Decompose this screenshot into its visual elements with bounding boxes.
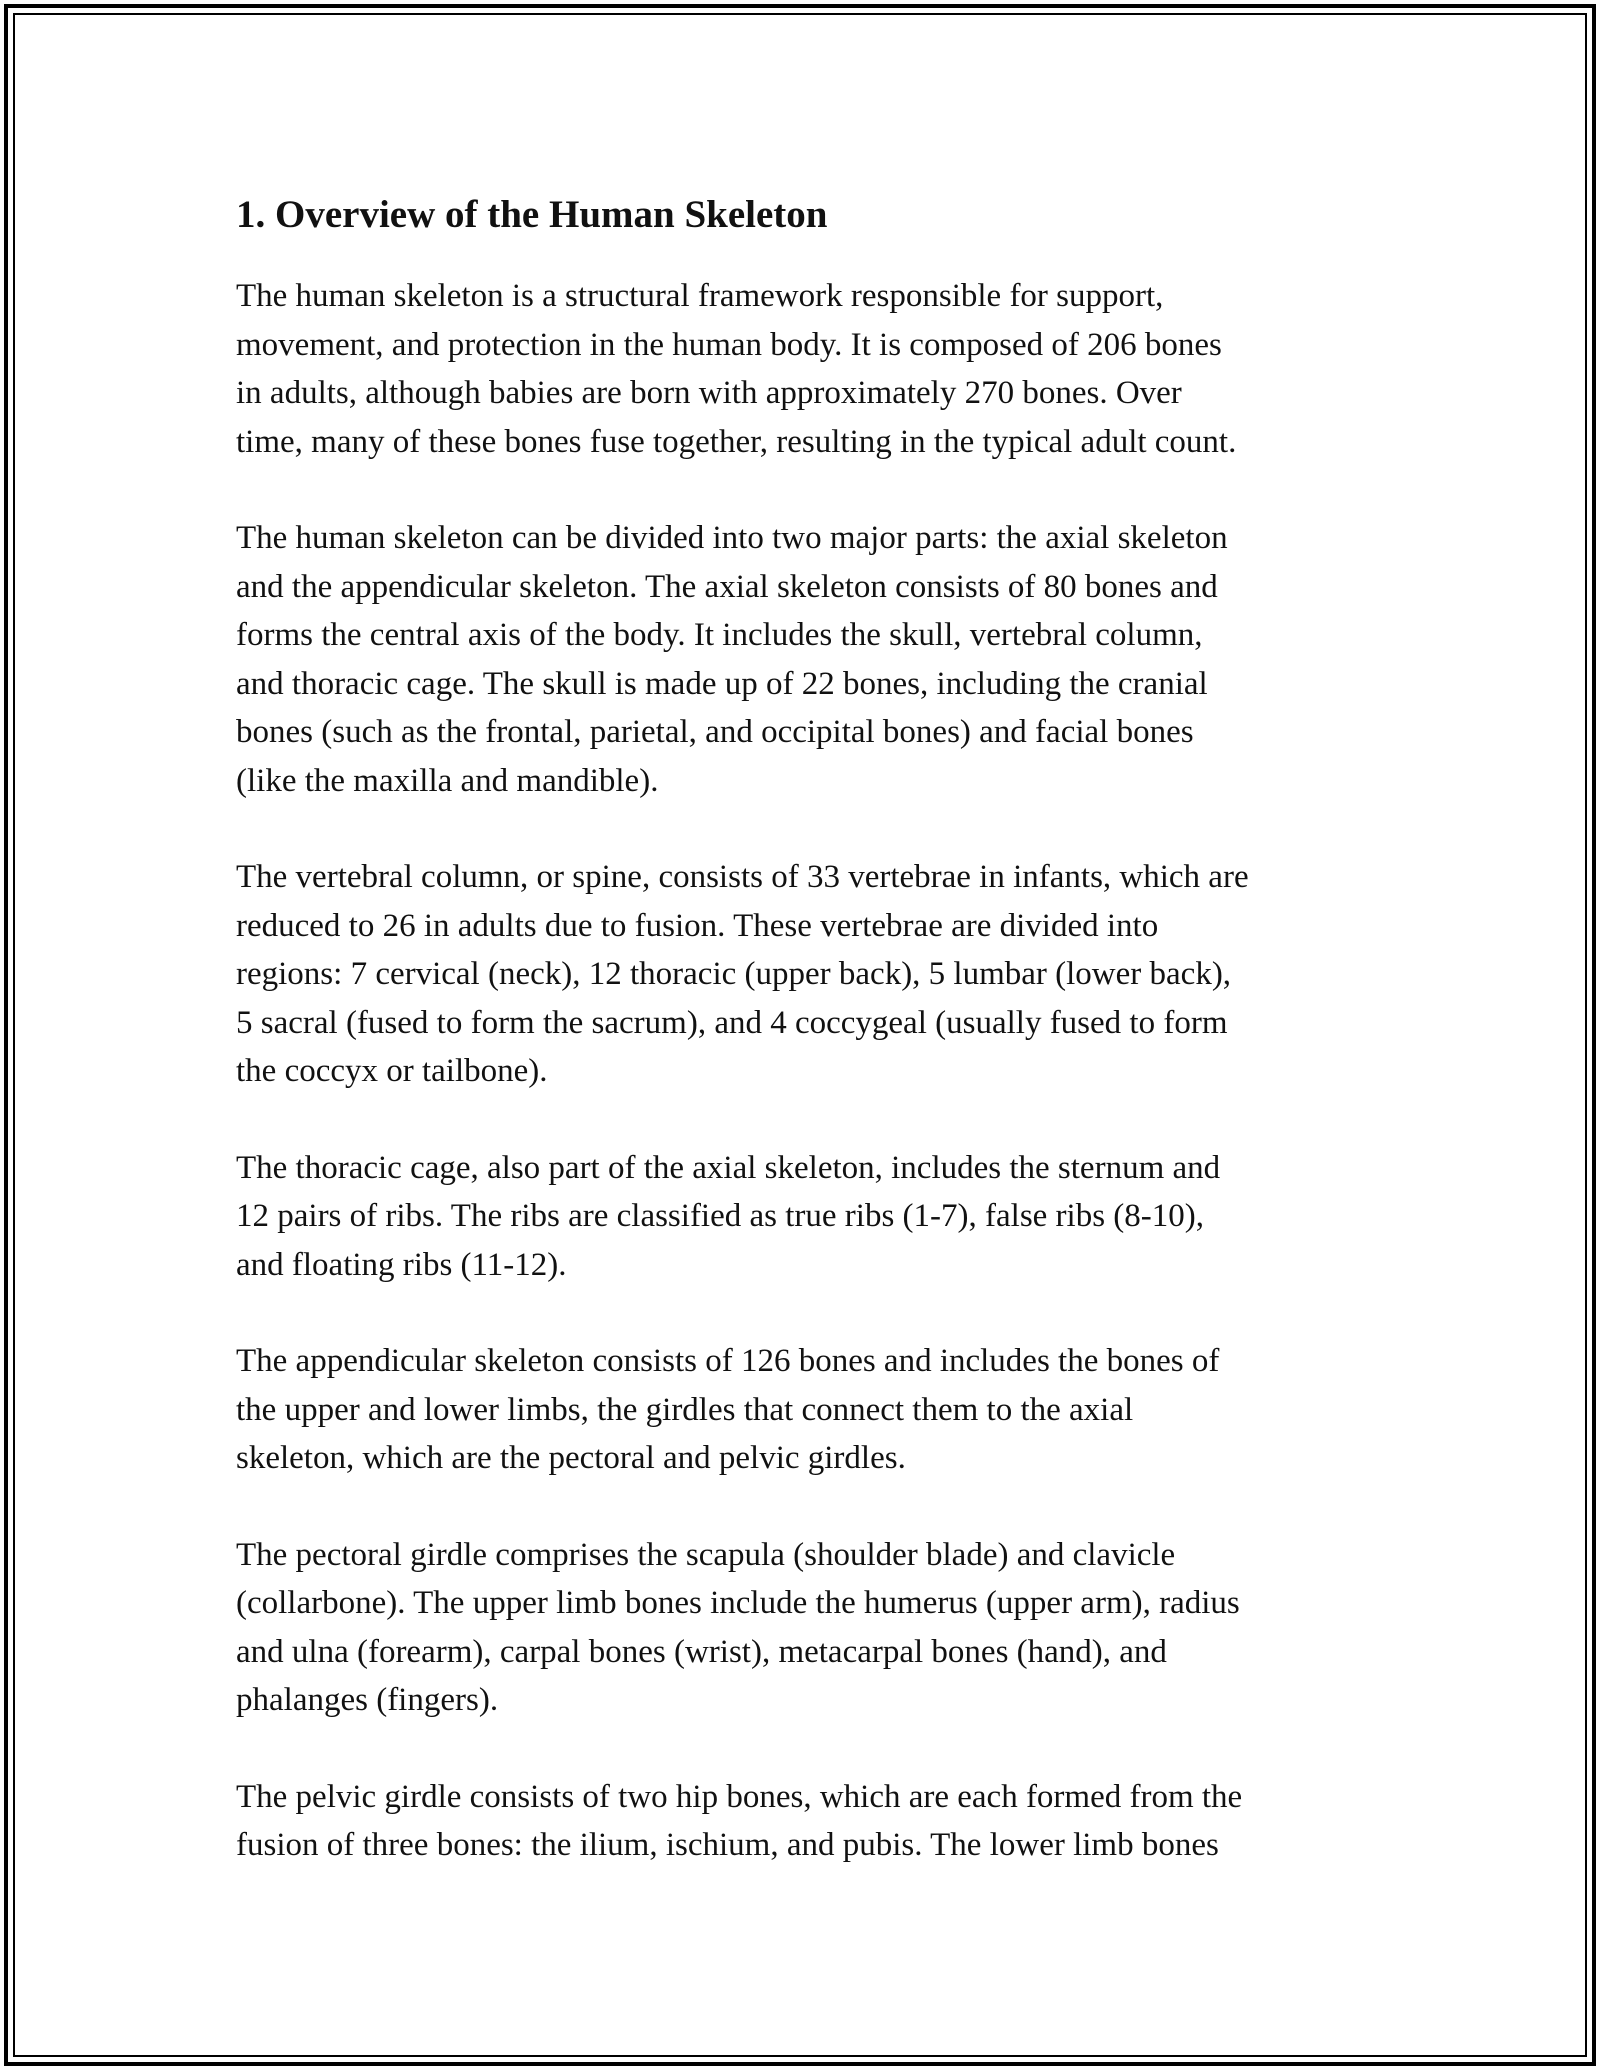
- paragraph-appendicular-skeleton: The appendicular skeleton consists of 126 bones and includes the bones of the upper and lower limbs, the girdles that connect them to the axial skeleton, which are the pectoral and pelvic girdles.: [236, 1343, 1220, 1476]
- paragraph-pectoral-girdle: The pectoral girdle comprises the scapula (shoulder blade) and clavicle (collarbone). The upper limb bones include the humerus (upper arm), radius and ulna (forearm), carpal bones (wrist), metacarpal bones (hand), and phalanges (fingers).: [236, 1536, 1240, 1718]
- paragraph-thoracic-cage: The thoracic cage, also part of the axial skeleton, includes the sternum and 12 pairs of ribs. The ribs are classified as true ribs (1-7), false ribs (8-10), and floating ribs (11-12).: [236, 1149, 1221, 1283]
- paragraph-vertebral-column: The vertebral column, or spine, consists of 33 vertebrae in infants, which are reduced to 26 in adults due to fusion. These vertebrae are divided into regions: 7 cervical (neck), 12 thoracic (upper back), 5 lumbar (lower back), 5 sacral (fused to form the sacrum), and 4 coccygeal (usually fused to form the coccyx or tailbone).: [236, 859, 1249, 1089]
- paragraph-pelvic-girdle: The pelvic girdle consists of two hip bones, which are each formed from the fusion of three bones: the ilium, ischium, and pubis. The lower limb bones: [236, 1778, 1243, 1863]
- section-heading: 1. Overview of the Human Skeleton: [236, 193, 828, 236]
- paragraph-skeleton-intro: The human skeleton is a structural framework responsible for support, movement, and protection in the human body. It is composed of 206 bones in adults, although babies are born with approximately 270 bones. Over time, many of these bones fuse together, resulting in the typical adult count.: [236, 278, 1237, 460]
- document-body: [236, 188, 1366, 1918]
- paragraph-axial-skeleton: The human skeleton can be divided into two major parts: the axial skeleton and the appendicular skeleton. The axial skeleton consists of 80 bones and forms the central axis of the body. It includes the skull, vertebral column, and thoracic cage. The skull is made up of 22 bones, including the cranial bones (such as the frontal, parietal, and occipital bones) and facial bones (like the maxilla and mandible).: [236, 520, 1228, 799]
